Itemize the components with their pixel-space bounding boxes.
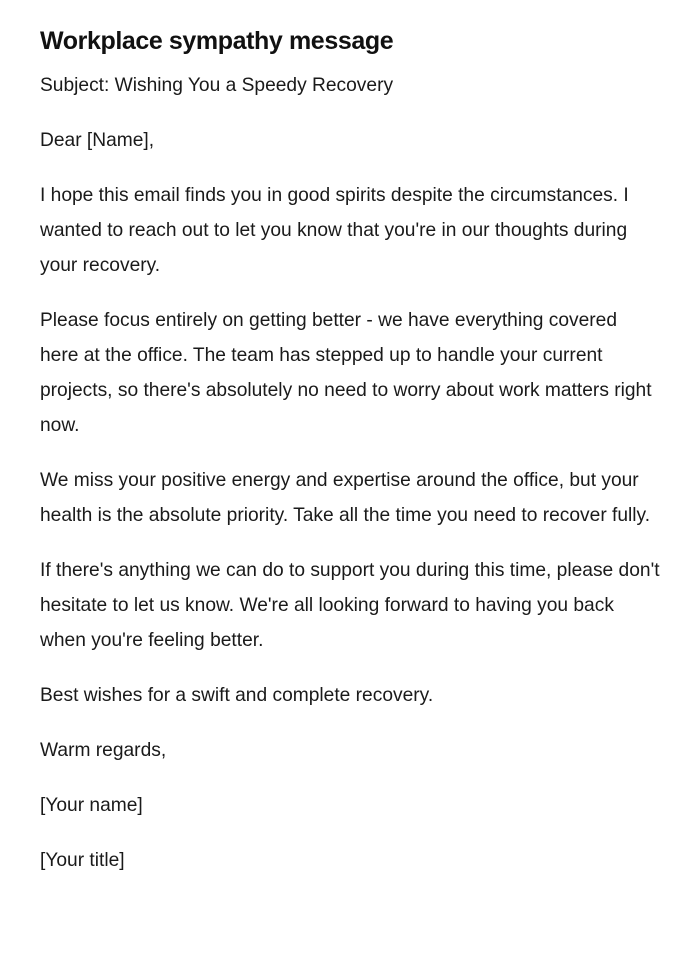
page-title: Workplace sympathy message	[40, 27, 394, 55]
greeting: Dear [Name],	[40, 130, 155, 151]
body-paragraph-3: We miss your positive energy and expertise around the office, but your health is the absolute priority. Take all the time you need to recover fully.	[40, 470, 651, 526]
body-paragraph-4: If there's anything we can do to support you during this time, please don't hesitate to let us know. We're all looking forward to having you back when you're feeling better.	[40, 560, 660, 651]
body-paragraph-5: Best wishes for a swift and complete recovery.	[40, 685, 434, 706]
closing: Warm regards,	[40, 740, 167, 761]
signature-title: [Your title]	[40, 850, 125, 871]
body-paragraph-1: I hope this email finds you in good spirits despite the circumstances. I wanted to reach out to let you know that you're in our thoughts during your recovery.	[40, 185, 629, 276]
email-subject: Subject: Wishing You a Speedy Recovery	[40, 75, 394, 96]
body-paragraph-2: Please focus entirely on getting better - we have everything covered here at the office. The team has stepped up to handle your current projects, so there's absolutely no need to worry about work matters right now.	[40, 310, 652, 436]
signature-name: [Your name]	[40, 795, 143, 816]
